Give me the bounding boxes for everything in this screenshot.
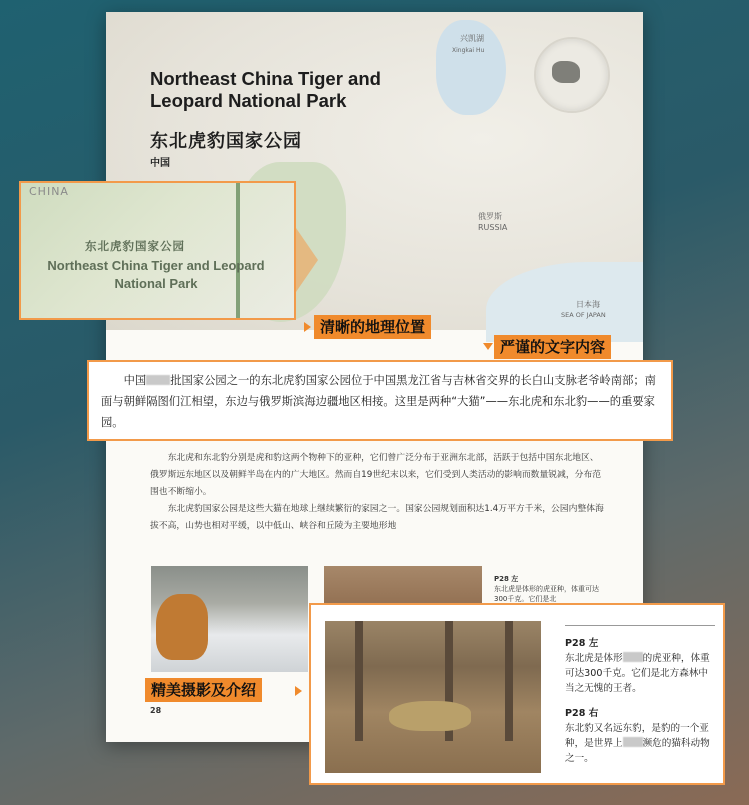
country-label: 中国 [150,158,170,169]
photo-captions [565,625,715,766]
caption-1-part-b: 的虎亚种，体重可达300千克。它们是北方森林中当之无愧的王者。 [565,653,710,694]
caption-1-head: P28 左 [565,638,599,649]
zoom-china-label: CHINA [29,185,69,198]
label-text-content: 严谨的文字内容 [494,335,611,359]
small-caption [494,574,604,604]
small-caption-text: 东北虎是体形的虎亚种，体重可达300千克。它们是北 [494,585,599,603]
title-chinese: 东北虎豹国家公园 [150,131,302,152]
photo-detail-box [309,603,725,785]
china-locator-shape [552,61,580,83]
highlighted-text-box [87,360,673,441]
sea-label-zh: 日本海 [576,300,600,309]
globe-locator [534,37,610,113]
arrow-down-icon [483,343,493,350]
body-paragraph: 东北虎和东北豹分别是虎和豹这两个物种下的亚种，它们曾广泛分布于亚洲东北部，活跃于包括中国东北地区、俄罗斯远东地区以及朝鲜半岛在内的广大地区。然而自19世纪末以来，它们受到人类活动的影响而数量锐减，分布范围也不断缩小。 [150,453,602,497]
highlighted-paragraph [101,370,659,433]
page-number: 28 [150,706,162,715]
redacted-mark [146,375,170,385]
leopard-shape [389,701,471,731]
zoom-park-label-en: Northeast China Tiger and Leopard National Park [47,258,265,291]
zoom-park-label-zh: 东北虎豹国家公园 [85,239,185,253]
caption-divider [565,625,715,626]
text-part-1: 中国 [123,374,147,387]
lake-label-en: Xingkai Hu [452,47,485,54]
tree-trunk [355,621,363,741]
text-part-2: 批国家公园之一的东北虎豹国家公园位于中国黑龙江省与吉林省交界的长白山支脉老爷岭南部；南面与朝鲜隔图们江相望，东边与俄罗斯滨海边疆地区相接。这里是两种“大猫”——东北虎和东北豹——的重要家园。 [101,374,656,429]
lake-label-zh: 兴凯湖 [460,34,484,43]
russia-label-zh: 俄罗斯 [478,212,502,221]
caption-1-text [565,651,715,696]
caption-1-part-a: 东北虎是体形 [565,653,623,664]
body-paragraph: 东北虎豹国家公园是这些大猫在地球上继续繁衍的家园之一。国家公园规划面积达1.4万平方千米，公园内整体海拔不高，山势也相对平缓，以中低山、峡谷和丘陵为主要地形地 [150,504,604,531]
leopard-photo [325,621,541,773]
redacted-mark [623,737,643,747]
sea-shape [486,262,643,342]
tree-trunk [505,621,513,741]
small-caption-head: P28 左 [494,575,519,583]
zoomed-map-detail [19,181,296,320]
title-english: Northeast China Tiger and Leopard National Park [150,68,381,111]
label-photography: 精美摄影及介绍 [145,678,262,702]
redacted-mark [623,652,643,662]
sea-label-en: SEA OF JAPAN [561,311,606,319]
caption-2-part-b: 濒危的猫科动物之一。 [565,738,710,764]
russia-label-en: RUSSIA [478,223,508,232]
caption-2-head: P28 右 [565,708,599,719]
arrow-right-icon [295,686,302,696]
body-text [150,450,605,535]
border-line [236,183,240,320]
caption-2-part-a: 东北豹又名远东豹，是豹的一个亚种，是世界上 [565,723,709,749]
arrow-right-icon [304,322,311,332]
tiger-photo [151,566,308,672]
label-geo-location: 清晰的地理位置 [314,315,431,339]
tiger-shape [156,594,208,660]
zoom-pointer-arrow [296,228,318,292]
caption-2-text [565,721,715,766]
